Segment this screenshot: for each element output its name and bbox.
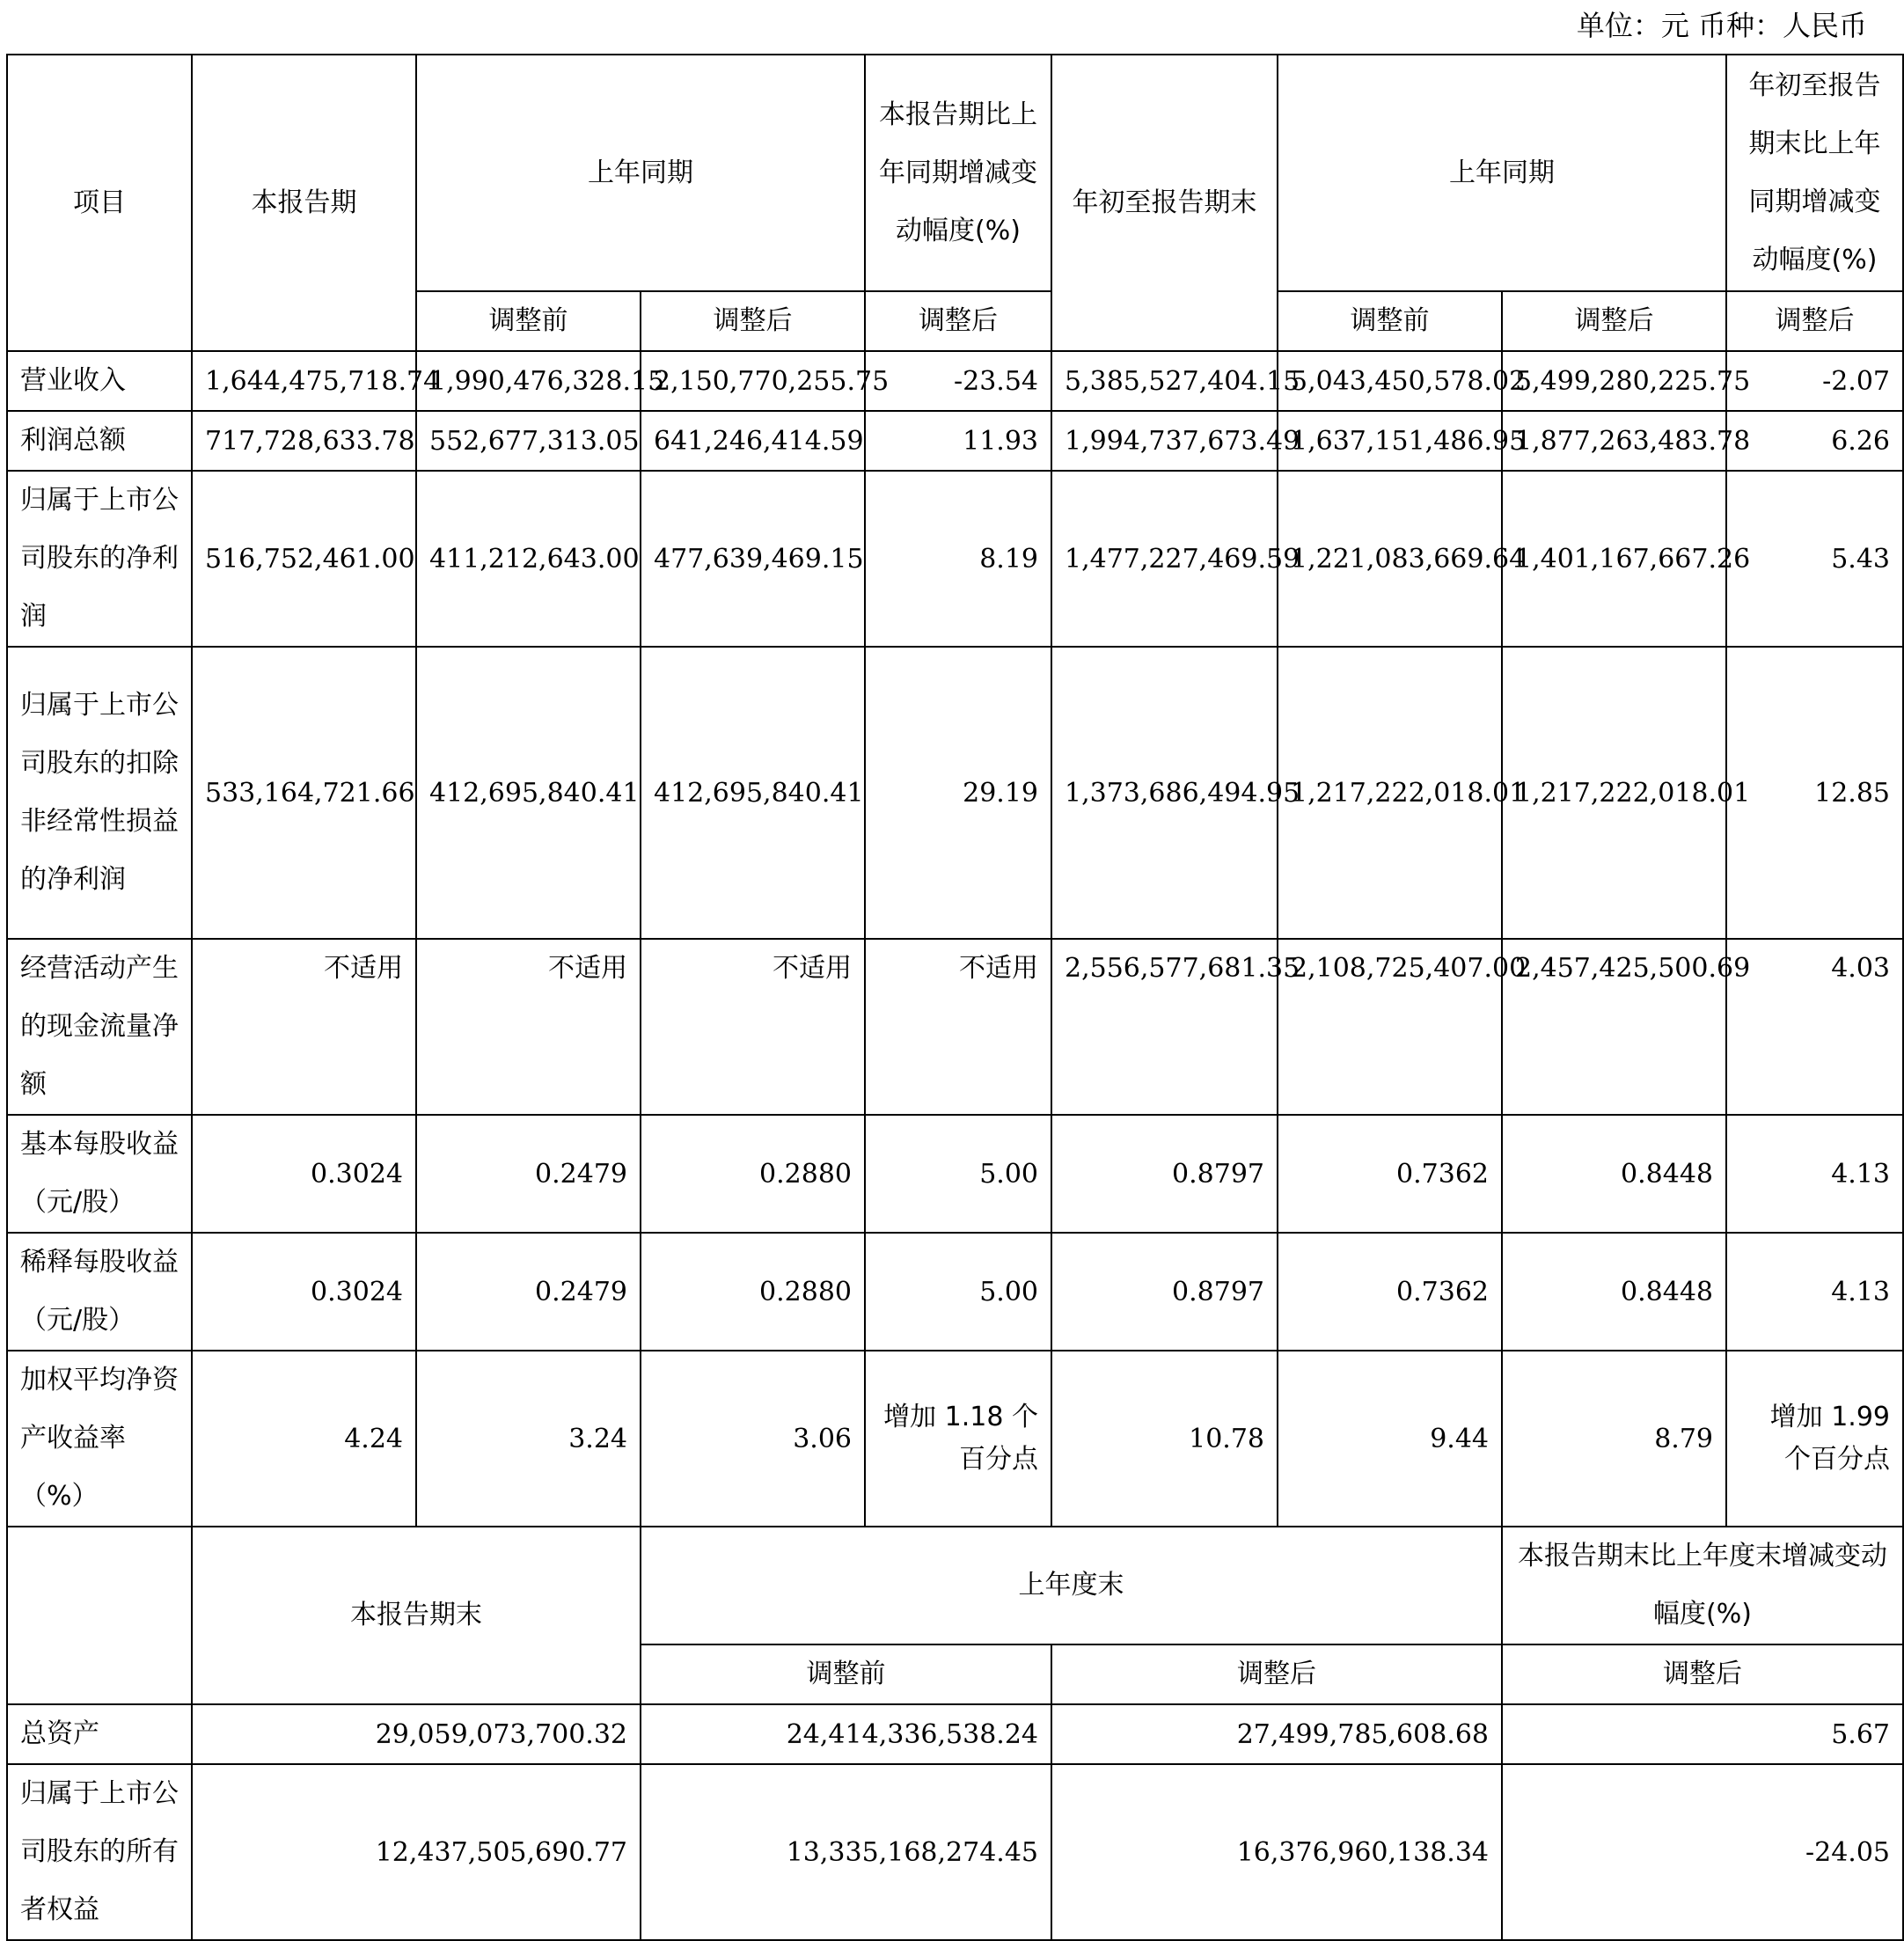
cell-period-end: 12,437,505,690.77 — [192, 1764, 641, 1940]
header-change-ytd: 年初至报告期末比上年同期增减变动幅度(%) — [1726, 55, 1903, 291]
subheader-after-adj: 调整后 — [865, 291, 1051, 351]
cell-ytd: 0.8797 — [1051, 1115, 1278, 1233]
header2-prior-year-end: 上年度末 — [641, 1527, 1502, 1644]
header-current-period: 本报告期 — [192, 55, 416, 351]
cell-ytd: 2,556,577,681.35 — [1051, 939, 1278, 1115]
cell-ytd-change: 4.13 — [1726, 1233, 1903, 1351]
header2-period-end: 本报告期末 — [192, 1527, 641, 1704]
row-label: 加权平均净资产收益率（%） — [7, 1351, 192, 1527]
row-label: 利润总额 — [7, 411, 192, 471]
cell-current: 不适用 — [192, 939, 416, 1115]
subheader2-after-adj: 调整后 — [1502, 1644, 1903, 1704]
row-label: 营业收入 — [7, 351, 192, 411]
header-ytd: 年初至报告期末 — [1051, 55, 1278, 351]
table-row — [7, 1233, 1903, 1351]
table-row — [7, 351, 1903, 411]
subheader-before-adj: 调整前 — [1278, 291, 1502, 351]
cell-ytd: 10.78 — [1051, 1351, 1278, 1527]
cell-period-end: 29,059,073,700.32 — [192, 1704, 641, 1764]
row-label: 归属于上市公司股东的净利润 — [7, 471, 192, 647]
cell-ytd-prior-after: 2,457,425,500.69 — [1502, 939, 1726, 1115]
subheader2-after-adj: 调整后 — [1051, 1644, 1502, 1704]
cell-prior-after: 0.2880 — [641, 1233, 865, 1351]
cell-prior-after: 3.06 — [641, 1351, 865, 1527]
cell-prior-before: 411,212,643.00 — [416, 471, 641, 647]
cell-ytd: 0.8797 — [1051, 1233, 1278, 1351]
header-prior-period-ytd: 上年同期 — [1278, 55, 1726, 291]
cell-prior-after: 641,246,414.59 — [641, 411, 865, 471]
cell-prior-before: 13,335,168,274.45 — [641, 1764, 1051, 1940]
cell-change: 5.67 — [1502, 1704, 1903, 1764]
table-row — [7, 1704, 1903, 1764]
cell-ytd: 1,373,686,494.95 — [1051, 647, 1278, 939]
row-label: 归属于上市公司股东的扣除非经常性损益的净利润 — [7, 647, 192, 939]
cell-prior-before: 552,677,313.05 — [416, 411, 641, 471]
cell-change: 29.19 — [865, 647, 1051, 939]
cell-current: 717,728,633.78 — [192, 411, 416, 471]
cell-prior-after: 477,639,469.15 — [641, 471, 865, 647]
cell-prior-after: 2,150,770,255.75 — [641, 351, 865, 411]
table-row — [7, 1764, 1903, 1940]
subheader-after-adj: 调整后 — [1726, 291, 1903, 351]
cell-current: 0.3024 — [192, 1233, 416, 1351]
cell-change: 不适用 — [865, 939, 1051, 1115]
cell-ytd-prior-before: 9.44 — [1278, 1351, 1502, 1527]
table-row — [7, 471, 1903, 647]
header-prior-period: 上年同期 — [416, 55, 865, 291]
row-label: 基本每股收益（元/股） — [7, 1115, 192, 1233]
cell-prior-before: 不适用 — [416, 939, 641, 1115]
cell-ytd-prior-before: 0.7362 — [1278, 1115, 1502, 1233]
cell-ytd-prior-before: 2,108,725,407.00 — [1278, 939, 1502, 1115]
subheader-after-adj: 调整后 — [641, 291, 865, 351]
cell-ytd-prior-before: 0.7362 — [1278, 1233, 1502, 1351]
cell-ytd-prior-after: 8.79 — [1502, 1351, 1726, 1527]
header-change-current: 本报告期比上年同期增减变动幅度(%) — [865, 55, 1051, 291]
subheader-after-adj: 调整后 — [1502, 291, 1726, 351]
table-row — [7, 647, 1903, 939]
cell-ytd: 1,994,737,673.49 — [1051, 411, 1278, 471]
cell-ytd-prior-after: 1,217,222,018.01 — [1502, 647, 1726, 939]
cell-current: 4.24 — [192, 1351, 416, 1527]
cell-ytd-prior-before: 5,043,450,578.02 — [1278, 351, 1502, 411]
cell-prior-after: 412,695,840.41 — [641, 647, 865, 939]
header-item: 项目 — [7, 55, 192, 351]
row-label: 稀释每股收益（元/股） — [7, 1233, 192, 1351]
cell-ytd-change: 12.85 — [1726, 647, 1903, 939]
row-label: 经营活动产生的现金流量净额 — [7, 939, 192, 1115]
cell-ytd: 5,385,527,404.15 — [1051, 351, 1278, 411]
cell-ytd-prior-after: 0.8448 — [1502, 1115, 1726, 1233]
cell-ytd-prior-after: 1,401,167,667.26 — [1502, 471, 1726, 647]
cell-ytd-prior-before: 1,217,222,018.01 — [1278, 647, 1502, 939]
cell-current: 533,164,721.66 — [192, 647, 416, 939]
cell-current: 0.3024 — [192, 1115, 416, 1233]
table-row — [7, 1115, 1903, 1233]
cell-prior-before: 3.24 — [416, 1351, 641, 1527]
cell-ytd-prior-after: 1,877,263,483.78 — [1502, 411, 1726, 471]
cell-prior-after: 不适用 — [641, 939, 865, 1115]
header2-change: 本报告期末比上年度末增减变动幅度(%) — [1502, 1527, 1903, 1644]
header2-item-empty — [7, 1527, 192, 1704]
cell-ytd-prior-before: 1,221,083,669.64 — [1278, 471, 1502, 647]
cell-ytd-prior-after: 0.8448 — [1502, 1233, 1726, 1351]
cell-prior-before: 1,990,476,328.15 — [416, 351, 641, 411]
subheader2-before-adj: 调整前 — [641, 1644, 1051, 1704]
subheader-before-adj: 调整前 — [416, 291, 641, 351]
cell-prior-before: 0.2479 — [416, 1115, 641, 1233]
cell-ytd-prior-before: 1,637,151,486.95 — [1278, 411, 1502, 471]
cell-ytd-change: 增加 1.99 个百分点 — [1726, 1351, 1903, 1527]
cell-prior-after: 27,499,785,608.68 — [1051, 1704, 1502, 1764]
cell-change: 5.00 — [865, 1233, 1051, 1351]
row-label: 归属于上市公司股东的所有者权益 — [7, 1764, 192, 1940]
cell-prior-before: 0.2479 — [416, 1233, 641, 1351]
cell-ytd-change: -2.07 — [1726, 351, 1903, 411]
cell-current: 1,644,475,718.74 — [192, 351, 416, 411]
table-row — [7, 1351, 1903, 1527]
cell-change: 8.19 — [865, 471, 1051, 647]
cell-change: -23.54 — [865, 351, 1051, 411]
cell-change: -24.05 — [1502, 1764, 1903, 1940]
cell-ytd-change: 5.43 — [1726, 471, 1903, 647]
cell-change: 增加 1.18 个百分点 — [865, 1351, 1051, 1527]
cell-prior-before: 24,414,336,538.24 — [641, 1704, 1051, 1764]
row-label: 总资产 — [7, 1704, 192, 1764]
cell-prior-before: 412,695,840.41 — [416, 647, 641, 939]
cell-ytd: 1,477,227,469.59 — [1051, 471, 1278, 647]
cell-ytd-change: 4.13 — [1726, 1115, 1903, 1233]
table-row — [7, 939, 1903, 1115]
cell-ytd-change: 6.26 — [1726, 411, 1903, 471]
cell-ytd-prior-after: 5,499,280,225.75 — [1502, 351, 1726, 411]
unit-currency-note: 单位：元 币种：人民币 — [1576, 9, 1867, 42]
cell-ytd-change: 4.03 — [1726, 939, 1903, 1115]
table-row — [7, 411, 1903, 471]
cell-change: 11.93 — [865, 411, 1051, 471]
cell-current: 516,752,461.00 — [192, 471, 416, 647]
cell-prior-after: 0.2880 — [641, 1115, 865, 1233]
cell-change: 5.00 — [865, 1115, 1051, 1233]
key-financial-data-table — [6, 54, 1904, 1941]
cell-prior-after: 16,376,960,138.34 — [1051, 1764, 1502, 1940]
